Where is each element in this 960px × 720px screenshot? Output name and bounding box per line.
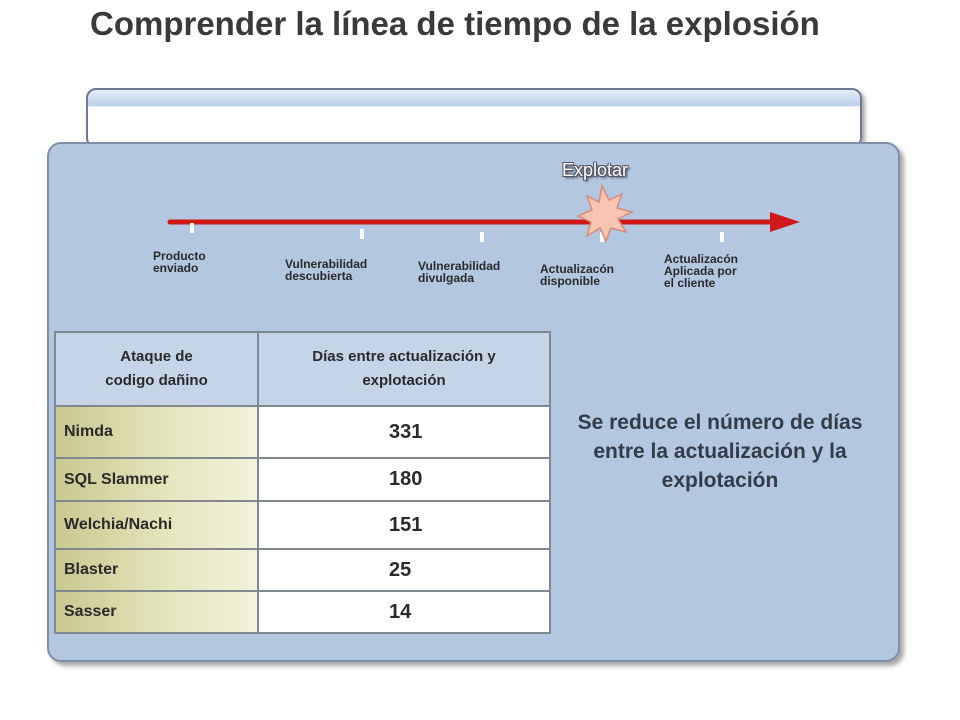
header-days: Días entre actualización y explotación (259, 333, 549, 407)
table-header-row (56, 333, 549, 407)
milestone-label: Vulnerabilidad descubierta (285, 257, 368, 283)
tick-2 (360, 229, 364, 239)
header-attack: Ataque de codigo dañino (56, 333, 259, 407)
explosion-label: Explotar (562, 160, 629, 180)
attack-days: 14 (259, 592, 549, 632)
tick-3 (480, 232, 484, 242)
attack-name: SQL Slammer (56, 459, 259, 502)
milestone-label: Vulnerabilidad divulgada (418, 259, 501, 285)
summary-note: Se reduce el número de días entre la actualización y la explotación (577, 411, 863, 492)
table-row (56, 459, 549, 502)
tick-1 (190, 223, 194, 233)
milestone-label: Actualizacón Aplicada por el cliente (664, 252, 739, 290)
explosion-burst-icon (578, 186, 632, 241)
page-title: Comprender la línea de tiempo de la explosión (90, 5, 820, 42)
attacks-table (54, 331, 551, 634)
tick-5 (720, 232, 724, 242)
milestone-label: Producto enviado (153, 249, 206, 275)
attack-name: Nimda (56, 407, 259, 459)
table-row (56, 407, 549, 459)
attack-days: 151 (259, 502, 549, 550)
table-row (56, 502, 549, 550)
attack-name: Sasser (56, 592, 259, 632)
attack-days: 25 (259, 550, 549, 592)
milestone-label: Actualizacón disponible (540, 262, 615, 288)
timeline-arrowhead (770, 212, 800, 232)
attack-days: 180 (259, 459, 549, 502)
attack-days: 331 (259, 407, 549, 459)
attack-name: Blaster (56, 550, 259, 592)
table-row (56, 592, 549, 632)
table-row (56, 550, 549, 592)
attack-name: Welchia/Nachi (56, 502, 259, 550)
